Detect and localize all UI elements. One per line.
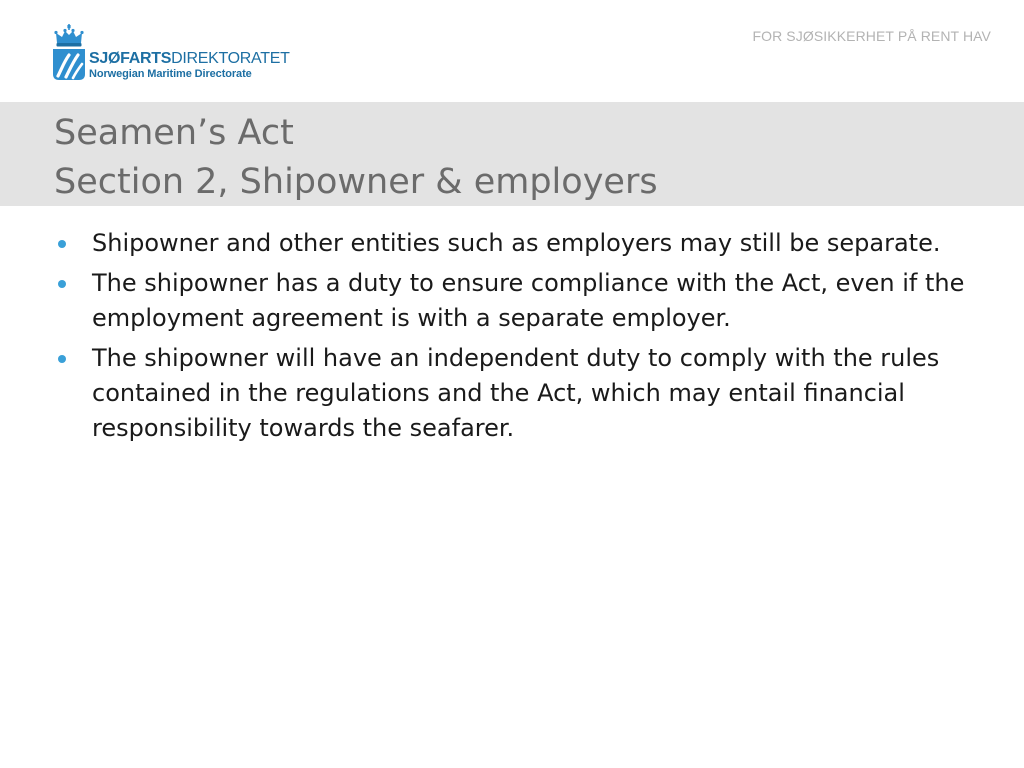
bullet-list — [56, 226, 986, 451]
brand-name — [89, 51, 290, 67]
tagline: FOR SJØSIKKERHET PÅ RENT HAV — [752, 28, 991, 44]
brand-name-light: DIREKTORATET — [171, 50, 290, 67]
brand-logo — [52, 24, 290, 84]
bullet-item — [56, 266, 986, 336]
bullet-dot-icon — [58, 355, 66, 363]
slide-title — [54, 109, 658, 207]
bullet-text: Shipowner and other entities such as employers may still be separate. — [92, 229, 941, 257]
bullet-item — [56, 341, 986, 446]
slide-title-line-1: Seamen’s Act — [54, 113, 294, 153]
brand-subtitle: Norwegian Maritime Directorate — [89, 68, 252, 80]
slide-title-line-2: Section 2, Shipowner & employers — [54, 162, 658, 202]
bullet-dot-icon — [58, 280, 66, 288]
crown-shield-icon — [52, 24, 86, 82]
bullet-text: The shipowner will have an independent duty to comply with the rules contained in the regulations and the Act, which may entail financial responsibility towards the seafarer. — [92, 344, 940, 442]
bullet-text: The shipowner has a duty to ensure compliance with the Act, even if the employment agreement is with a separate employer. — [92, 269, 965, 332]
bullet-item — [56, 226, 986, 261]
brand-wordmark — [89, 51, 290, 81]
bullet-dot-icon — [58, 240, 66, 248]
brand-name-bold: SJØFARTS — [89, 50, 172, 67]
title-band — [0, 102, 1024, 206]
